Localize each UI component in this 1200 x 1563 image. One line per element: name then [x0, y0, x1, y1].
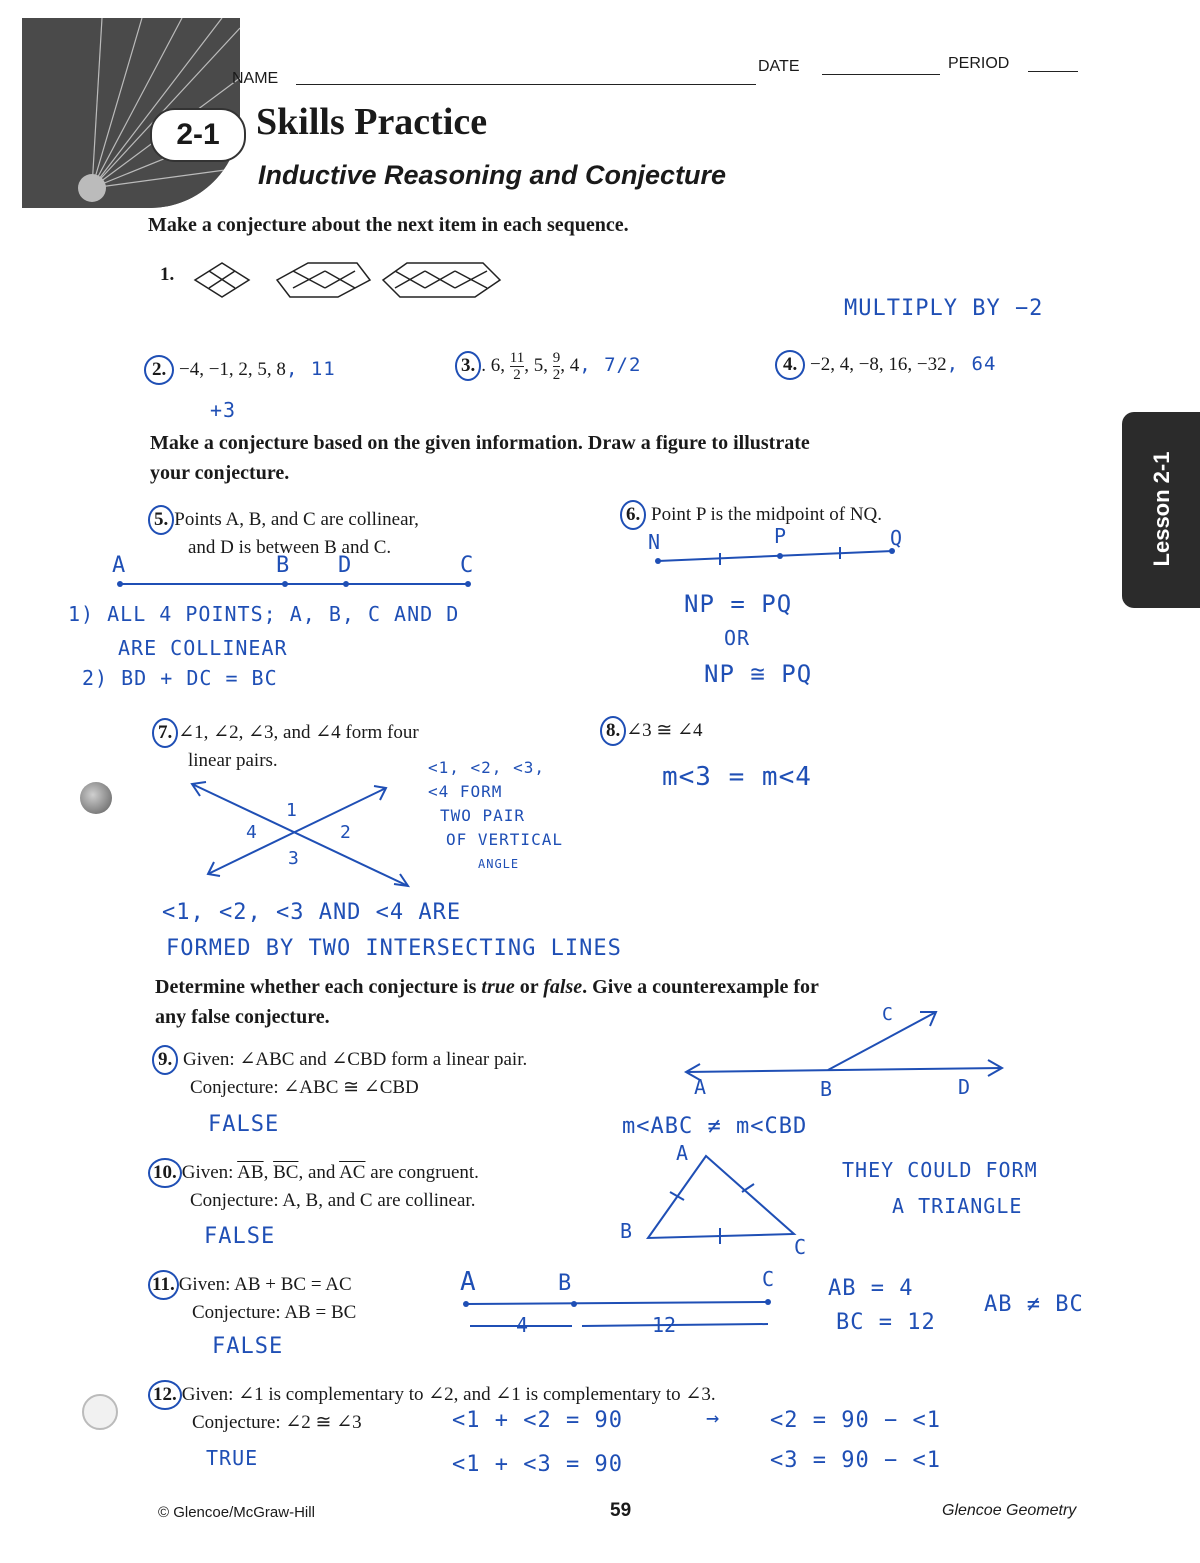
section3-instruction-true: true [481, 976, 515, 998]
q10-seg-ab: $\overline{AB}$ [237, 1162, 264, 1183]
q4 [775, 350, 996, 380]
q3-fraction2-den: 2 [552, 367, 561, 383]
q10-given-post: are congruent. [370, 1162, 479, 1183]
lesson-number-badge [150, 108, 246, 162]
q11-label-c: C [762, 1267, 775, 1291]
q11-figure [456, 1264, 796, 1344]
q9-number: 9. [152, 1045, 178, 1075]
q1-number: 1. [160, 264, 175, 285]
q11-seg-ab: 4 [516, 1313, 529, 1337]
q9-label-d: D [958, 1075, 971, 1099]
q3-fraction1-num: 11 [509, 350, 525, 366]
binder-hole-2 [82, 1394, 118, 1430]
q12-answer: TRUE [206, 1446, 259, 1470]
q10-figure [614, 1138, 824, 1258]
section2-instruction-line1: Make a conjecture based on the given information. Draw a figure to illustrate [150, 432, 810, 454]
q10-seg-ac: $\overline{AC}$ [339, 1162, 366, 1183]
q12-number: 12. [148, 1380, 182, 1410]
section3-instruction-a: Determine whether each conjecture is [155, 976, 477, 998]
q9-conjecture: Conjecture: ∠ABC ≅ ∠CBD [190, 1077, 419, 1098]
q8-answer: m<3 = m<4 [662, 762, 812, 792]
lesson-side-tab [1122, 412, 1200, 608]
q12-given: Given: ∠1 is complementary to ∠2, and ∠1 is complementary to ∠3. [181, 1384, 716, 1405]
q2-answer: , 11 [285, 358, 336, 380]
q2-sequence: −4, −1, 2, 5, 8 [179, 359, 286, 380]
q7-line2: linear pairs. [188, 750, 278, 771]
q11-point-a [463, 1301, 469, 1307]
q10-conjecture: Conjecture: A, B, and C are collinear. [190, 1190, 476, 1211]
q12-work3: <1 + <3 = 90 [452, 1452, 623, 1477]
q7-side-note-1: <1, <2, <3, [428, 758, 545, 777]
q6-label-q: Q [890, 526, 903, 550]
section2-instruction-line2: your conjecture. [150, 462, 290, 484]
q6-point-n [655, 558, 661, 564]
q7-angle-3: 3 [288, 848, 299, 869]
q8-text: ∠3 ≅ ∠4 [626, 720, 703, 741]
q3-mid: , 5, [524, 354, 548, 376]
q8-number: 8. [600, 716, 626, 746]
q6-label-n: N [648, 530, 661, 554]
q7-angle-1: 1 [286, 800, 297, 821]
name-field[interactable] [296, 84, 756, 85]
q10-seg-bc: $\overline{BC}$ [273, 1162, 299, 1183]
q9-label-b: B [820, 1077, 833, 1101]
q10-work1: THEY COULD FORM [842, 1158, 1038, 1182]
q5-point-c [465, 581, 471, 587]
q6-answer1: NP = PQ [684, 590, 793, 618]
q11-answer: FALSE [212, 1334, 284, 1359]
q5-line2: and D is between B and C. [188, 537, 392, 558]
q11-segment-ac [466, 1302, 768, 1304]
page-title: Skills Practice [256, 101, 488, 143]
q7-angle-2: 2 [340, 822, 351, 843]
q5-answer2: 2) BD + DC = BC [82, 666, 278, 690]
q5-label-c: C [460, 553, 474, 578]
q3-fraction2-num: 9 [552, 350, 561, 366]
q7-side-note-4: OF VERTICAL [446, 830, 563, 849]
q12-work1: <1 + <2 = 90 [452, 1408, 623, 1433]
q7-figure [180, 770, 430, 900]
q7-angle-4: 4 [246, 822, 257, 843]
q12-work2: <2 = 90 − <1 [770, 1408, 941, 1433]
q6-number: 6. [620, 500, 646, 530]
q11-work1: AB = 4 [828, 1276, 914, 1301]
q9-figure [680, 1002, 1020, 1102]
date-label: DATE [758, 58, 800, 75]
q5-line1: Points A, B, and C are collinear, [174, 509, 419, 530]
q10-tick-ac [742, 1184, 754, 1192]
q7-side-note-3: TWO PAIR [440, 806, 526, 825]
section2-instruction [150, 428, 810, 488]
q6-label-p: P [774, 525, 787, 548]
q11-conjecture: Conjecture: AB = BC [192, 1302, 357, 1323]
lesson-number: 2-1 [176, 118, 220, 151]
q3-answer: , 7/2 [579, 353, 642, 376]
q5-label-a: A [112, 553, 126, 578]
q12 [148, 1380, 716, 1436]
q8 [600, 716, 703, 746]
q6-line [658, 551, 892, 561]
footer-copyright: © Glencoe/McGraw-Hill [158, 1504, 315, 1521]
q4-note: MULTIPLY BY −2 [844, 296, 1044, 321]
section3-instruction-b: . Give a counterexample for [582, 976, 819, 998]
q7-side-note-2: <4 FORM [428, 782, 503, 801]
q9-work: m<ABC ≠ m<CBD [622, 1114, 808, 1139]
q11-work3: AB ≠ BC [984, 1292, 1084, 1317]
q11-label-b: B [558, 1271, 572, 1296]
q1-diamond-pattern [185, 258, 515, 308]
q7-side-note-5: ANGLE [478, 857, 520, 871]
lesson-side-tab-label: Lesson 2-1 [1149, 451, 1174, 567]
q11-point-b [571, 1301, 577, 1307]
q5-point-b [282, 581, 288, 587]
q6-point-p [777, 553, 783, 559]
q5-answer1a: 1) ALL 4 POINTS; A, B, C AND D [68, 602, 460, 626]
q5-label-b: B [276, 553, 290, 578]
q11-point-c [765, 1299, 771, 1305]
q6-answer2: NP ≅ PQ [704, 660, 813, 688]
q9 [152, 1045, 527, 1101]
q11 [148, 1270, 356, 1326]
q4-number: 4. [775, 350, 805, 380]
q11-given: Given: AB + BC = AC [178, 1274, 352, 1295]
q10-triangle [648, 1156, 794, 1238]
section3-instruction-line1 [155, 972, 819, 1002]
date-field[interactable] [822, 74, 940, 75]
q1-figure-2 [277, 263, 370, 297]
q5-number: 5. [148, 505, 174, 535]
section1-instruction: Make a conjecture about the next item in each sequence. [148, 214, 629, 236]
q10-given-pre: Given: [181, 1162, 234, 1183]
q4-sequence: −2, 4, −8, 16, −32 [810, 354, 947, 375]
q10-number: 10. [148, 1158, 182, 1188]
q5-point-a [117, 581, 123, 587]
q6-answer-or: OR [724, 626, 751, 650]
q10-answer: FALSE [204, 1224, 276, 1249]
q3-tail: , 4 [560, 354, 580, 376]
q12-arrow: → [706, 1406, 721, 1431]
binder-hole-1 [80, 782, 112, 814]
q11-label-a: A [460, 1267, 476, 1297]
q7-answer1: <1, <2, <3 AND <4 ARE [162, 900, 462, 925]
q7-side-note [428, 756, 563, 876]
footer-page-number: 59 [610, 1500, 632, 1521]
q10: 10. Given: $\overline{AB}$, $\overline{BC}$, and $\overline{AC}$ are congruent. Conjecture: A, B, and C are collinear. [148, 1158, 479, 1214]
q10-work2: A TRIANGLE [892, 1194, 1023, 1218]
q10-label-c: C [794, 1235, 807, 1258]
page-subtitle: Inductive Reasoning and Conjecture [258, 160, 727, 190]
period-label: PERIOD [948, 55, 1010, 72]
q10-label-b: B [620, 1219, 633, 1243]
q6-figure [640, 525, 930, 575]
q7-number: 7. [152, 718, 178, 748]
q7-answer2: FORMED BY TWO INTERSECTING LINES [166, 936, 622, 961]
q2-note: +3 [210, 398, 237, 422]
q3-lead: . 6, [481, 354, 505, 376]
q12-conjecture: Conjecture: ∠2 ≅ ∠3 [192, 1412, 362, 1433]
q2-number: 2. [144, 355, 174, 385]
q2 [144, 355, 336, 385]
q5-answer1b: ARE COLLINEAR [118, 636, 288, 660]
footer-book-title: Glencoe Geometry [942, 1502, 1077, 1519]
section3-instruction-line2: any false conjecture. [155, 1006, 330, 1028]
q11-number: 11. [148, 1270, 179, 1300]
q10-tick-ab [670, 1192, 684, 1200]
q3-number: 3. [455, 351, 481, 381]
q9-line-ad [686, 1068, 1002, 1072]
q5-point-d [343, 581, 349, 587]
q9-given: Given: ∠ABC and ∠CBD form a linear pair. [183, 1049, 528, 1070]
q4-answer: , 64 [946, 353, 997, 375]
q3 [455, 350, 641, 383]
q10-label-a: A [676, 1141, 689, 1165]
q3-fraction1-den: 2 [513, 367, 521, 383]
q11-work2: BC = 12 [836, 1310, 936, 1335]
q9-answer: FALSE [208, 1112, 280, 1137]
q5-figure [100, 550, 500, 600]
q5-label-d: D [338, 553, 352, 578]
q7-line1: ∠1, ∠2, ∠3, and ∠4 form four [178, 722, 419, 743]
period-field[interactable] [1028, 71, 1078, 72]
q9-label-a: A [694, 1075, 707, 1099]
section3-instruction-or: or [519, 976, 539, 998]
q7 [152, 718, 419, 774]
section3-instruction-false: false [543, 976, 583, 998]
name-label: NAME [232, 70, 279, 87]
q12-work4: <3 = 90 − <1 [770, 1448, 941, 1473]
q7-line-1 [192, 784, 408, 886]
q11-seg-bc: 12 [652, 1313, 677, 1337]
q6-text: Point P is the midpoint of NQ. [651, 504, 883, 525]
q9-label-c: C [882, 1004, 893, 1025]
